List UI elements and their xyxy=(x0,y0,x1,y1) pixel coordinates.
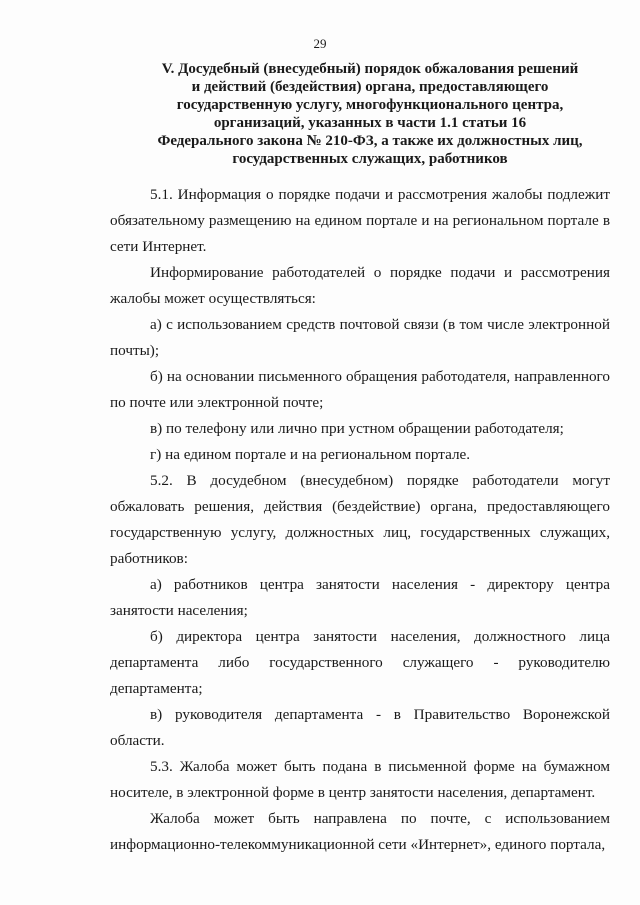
list-item-a: а) с использованием средств почтовой связи (в том числе электронной почты); xyxy=(110,316,610,359)
document-body xyxy=(110,182,610,858)
heading-line: V. Досудебный (внесудебный) порядок обжалования решений xyxy=(161,61,579,77)
list-item-v: в) руководителя департамента - в Правительство Воронежской области. xyxy=(110,706,610,749)
heading-line: и действий (бездействия) органа, предоставляющего xyxy=(191,79,549,95)
list-item-b: б) на основании письменного обращения работодателя, направленного по почте или электронной почте; xyxy=(110,368,610,411)
list-item-g: г) на едином портале и на региональном портале. xyxy=(150,446,471,463)
heading-line: Федерального закона № 210-ФЗ, а также их должностных лиц, xyxy=(157,133,583,149)
paragraph-5-1: 5.1. Информация о порядке подачи и рассмотрения жалобы подлежит обязательному размещению на едином портале и на региональном портале в сети Интернет. xyxy=(110,186,610,255)
page-number: 29 xyxy=(313,36,327,51)
list-item-b: б) директора центра занятости населения, должностного лица департамента либо государственного служащего - руководителю департамента; xyxy=(110,628,610,697)
paragraph-informing: Информирование работодателей о порядке подачи и рассмотрения жалобы может осуществляться: xyxy=(110,264,610,307)
list-item-a: а) работников центра занятости населения - директору центра занятости населения; xyxy=(110,576,610,619)
heading-line: организаций, указанных в части 1.1 статьи 16 xyxy=(213,115,527,131)
paragraph-5-2: 5.2. В досудебном (внесудебном) порядке работодатели могут обжаловать решения, действия (бездействие) органа, предоставляющего государственную услугу, должностных лиц, государственных служащих, работников: xyxy=(110,472,610,567)
heading-line: государственных служащих, работников xyxy=(232,151,508,167)
list-item-v: в) по телефону или лично при устном обращении работодателя; xyxy=(150,420,564,437)
paragraph-5-3: 5.3. Жалоба может быть подана в письменной форме на бумажном носителе, в электронной форме в центр занятости населения, департамент. xyxy=(110,758,610,801)
heading-line: государственную услугу, многофункционального центра, xyxy=(176,97,564,113)
section-heading xyxy=(150,60,590,168)
paragraph-complaint-sending: Жалоба может быть направлена по почте, с использованием информационно-телекоммуникационной сети «Интернет», единого портала, xyxy=(110,810,610,853)
